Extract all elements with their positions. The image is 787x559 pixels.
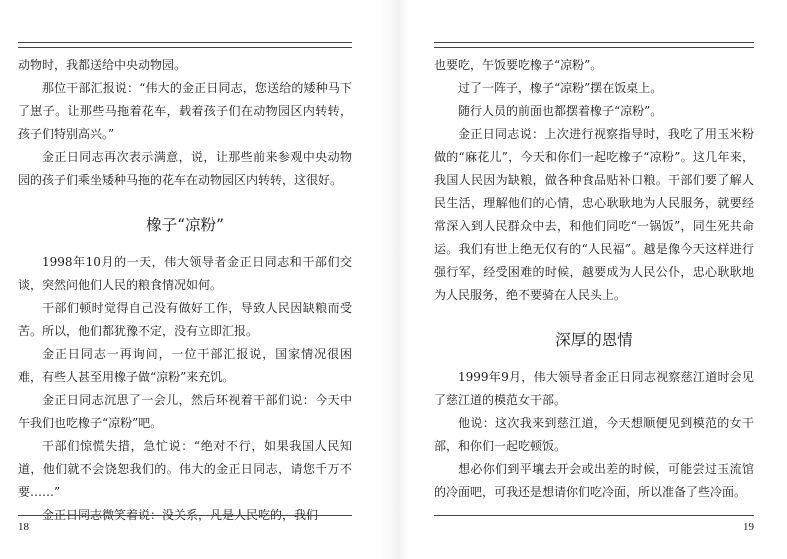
paragraph: 金正日同志沉思了一会儿，然后环视着干部们说：今天中午我们也吃橡子“凉粉”吧。 [18, 393, 352, 430]
section-title: 橡子“凉粉” [146, 216, 224, 234]
paragraph: 金正日同志说：上次进行视察指导时，我吃了用玉米粉做的“麻花儿”，今天和你们一起吃橡子“凉粉”。这几年来，我国人民因为缺粮，做各种食品贴补口粮。干部们要了解人民生活，理解他们的心情，忠心耿耿地为人民服务，就要经常深入到人民群众中去，和他们同吃“一锅饭”，同生死共命运。我们有世上绝无仅有的“人民福”。越是像今天这样进行强行军，经受困难的时候，越要成为人民公仆，忠心耿耿地为人民服务，绝不要骑在人民头上。 [434, 127, 754, 302]
right-page [434, 0, 754, 559]
header-rule-inner [434, 47, 754, 48]
left-page [18, 0, 352, 559]
header-rule [18, 42, 352, 43]
left-page-body [18, 54, 352, 527]
paragraph: 干部们顿时觉得自己没有做好工作，导致人民因缺粮而受苦。所以，他们都犹豫不定，没有立即汇报。 [18, 301, 352, 338]
footer-rule [18, 515, 352, 516]
right-page-body [434, 54, 754, 504]
paragraph: 金正日同志微笑着说：没关系，凡是人民吃的，我们 [42, 508, 319, 522]
book-gutter [380, 0, 410, 559]
footer-rule [434, 515, 754, 516]
paragraph: 1999年9月，伟大领导者金正日同志视察慈江道时会见了慈江道的模范女干部。 [434, 370, 754, 407]
paragraph: 那位干部汇报说：“伟大的金正日同志，您送给的矮种马下了崽子。让那些马拖着花车，载着孩子们在动物园区内转转，孩子们特别高兴。” [18, 81, 352, 141]
section-title: 深厚的恩情 [555, 331, 633, 349]
paragraph: 他说：这次我来到慈江道，今天想顺便见到模范的女干部，和你们一起吃顿饭。 [434, 416, 754, 453]
paragraph: 金正日同志一再询问，一位干部汇报说，国家情况很困难，有些人甚至用橡子做“凉粉”来充饥。 [18, 347, 352, 384]
paragraph: 随行人员的前面也都摆着橡子“凉粉”。 [458, 104, 663, 118]
page-number: 18 [18, 521, 29, 533]
header-rule-inner [18, 47, 352, 48]
paragraph: 也要吃，午饭要吃橡子“凉粉”。 [434, 58, 603, 72]
paragraph: 1998年10月的一天，伟大领导者金正日同志和干部们交谈，突然问他们人民的粮食情况如何。 [18, 255, 352, 292]
paragraph: 想必你们到平壤去开会或出差的时候，可能尝过玉流馆的冷面吧，可我还是想请你们吃冷面，所以准备了些冷面。 [434, 462, 754, 499]
paragraph: 金正日同志再次表示满意，说，让那些前来参观中央动物园的孩子们乘坐矮种马拖的花车在动物园区内转转，这很好。 [18, 150, 352, 187]
paragraph: 动物时，我都送给中央动物园。 [18, 58, 187, 72]
page-number: 19 [743, 521, 754, 533]
header-rule [434, 42, 754, 43]
paragraph: 干部们惊慌失措，急忙说：“绝对不行，如果我国人民知道，他们就不会饶恕我们的。伟大的金正日同志，请您千万不要……” [18, 439, 352, 499]
paragraph: 过了一阵子，橡子“凉粉”摆在饭桌上。 [458, 81, 663, 95]
